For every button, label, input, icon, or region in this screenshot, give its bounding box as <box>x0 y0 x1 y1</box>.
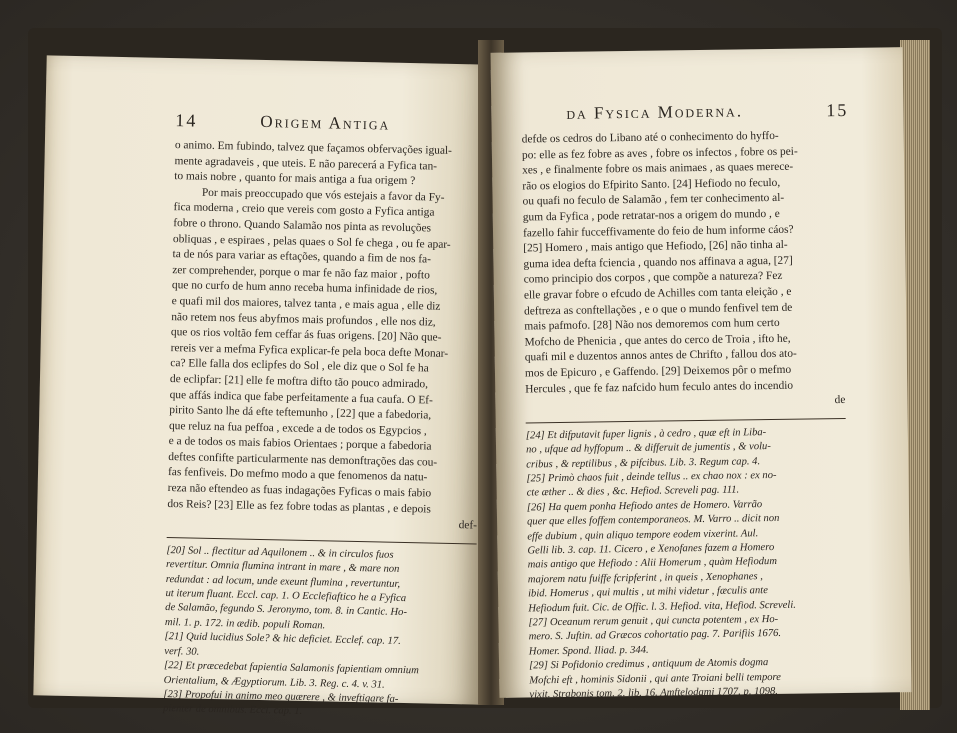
footnote-rule <box>526 418 846 423</box>
text-line: fica moderna , creio que vereis com gosto a Fyfica antiga <box>173 201 435 219</box>
text-line: Hercules , que fe faz nafcido hum feculo antes do incendio <box>525 379 794 395</box>
text-line: que reluz na fua peffoa , excede a de todos os Egypcios , <box>168 419 427 438</box>
text-line: e a de todos os mais fabios Orientaes ; porque a fabedoria <box>168 435 432 453</box>
left-page-body <box>163 138 485 723</box>
main-text <box>522 128 846 398</box>
footnote-line: [20] Sol .. flectitur ad Aquilonem .. & in circulos fuos <box>166 544 394 561</box>
text-line: fobre o throno. Quando Salamão nos pinta as revoluções <box>173 217 432 235</box>
footnote-line: [22] Et præcedebat fapientia Salamonis fapientiam omnium <box>163 660 419 677</box>
text-line: de eclipfar: [21] elle fe moftra difto tão pouco admirado, <box>169 372 429 391</box>
text-line: obliquas , e espiraes , pelas quaes o Sol fe chega , ou fe apar- <box>172 232 451 251</box>
footnote-line: Homer. Spond. Iliad. p. 344. <box>528 644 649 658</box>
text-line: gum da Fyfica , pode retratar-nos a origem do mundo , e <box>522 207 780 224</box>
text-line: reza não eftendeo as fuas indagações Fyficas o mais fabio <box>167 482 432 500</box>
right-page <box>491 47 912 701</box>
running-head: da Fysica Moderna. <box>566 101 744 123</box>
page-number: 14 <box>175 110 198 131</box>
footnote-line: vixit. Strabonis tom. 2. lib. 16. Amftelodami 1707. p. 1098. <box>529 685 779 701</box>
text-line: rão os elogios do Efpirito Santo. [24] Hefiodo no feculo, <box>522 176 781 193</box>
footnote-line: ut iterum fluant. Eccl. cap. 1. O Ecclefiaftico he a Fyfica <box>165 588 407 605</box>
text-line: deftes confifte particularmente nas demonftrações das cou- <box>168 450 438 469</box>
page-number: 15 <box>826 99 849 121</box>
text-line: xes , e finalmente fobre os mais animaes , as quaes merece- <box>522 160 794 177</box>
text-line: mos de Epicuro , e Gaffendo. [29] Deixemos pôr o mefmo <box>524 363 792 380</box>
footnote-line: Gelli lib. 3. cap. 11. Cicero , e Xenofanes fazem a Homero <box>527 541 775 557</box>
footnote-line: effe dubium , quin aliquo tempore eodem vixerint. Aul. <box>527 527 759 542</box>
footnotes <box>163 544 477 723</box>
text-line: zer comprehender, porque o mar fe não faz maior , pofto <box>172 263 430 282</box>
text-line: quafi mil e duzentos annos antes de Chrifto , fallou dos ato- <box>524 347 797 364</box>
left-page-header <box>45 107 490 138</box>
text-line: dos Reis? [23] Elle as fez fobre todas as plantas , e depois <box>167 497 431 516</box>
footnote-line: mil. 1. p. 172. in ædib. populi Roman. <box>164 616 326 632</box>
text-line: ta de nós para variar as eftações, quando a fim de nos fa- <box>172 248 432 266</box>
text-line: como principio dos corpos , que compõe a natureza? Fez <box>523 270 783 286</box>
footnote-line: de Salamão, fegundo S. Jeronymo, tom. 8. in Cantic. Ho- <box>165 602 408 619</box>
text-line: que no curfo de hum anno receba huma infinidade de rios, <box>171 279 438 297</box>
running-head: Origem Antiga <box>260 111 391 134</box>
text-line: ca? Elle falla dos eclipfes do Sol , ele diz que o Sol fe ha <box>170 357 429 375</box>
footnote-line: [23] Propofui in animo meo quærere , & inveftigare fa- <box>163 688 399 705</box>
text-line: to mais nobre , quanto for mais antiga a fua origem ? <box>174 170 416 188</box>
text-line: deftreza as conftellações , e o que o mundo fenfivel tem de <box>524 301 793 317</box>
text-line: pirito Santo lhe dá efte teftemunho , [22] que a fabedoria, <box>169 404 432 422</box>
text-line: fas fenfiveis. Do mefmo modo a que fenomenos da natu- <box>167 466 428 484</box>
footnote-line: revertitur. Omnia flumina intrant in mare , & mare non <box>165 559 400 576</box>
catchword: def- <box>458 519 478 532</box>
footnote-line: redundat : ad locum, unde exeunt flumina , revertuntur, <box>165 573 401 590</box>
footnote-line: verf. 30. <box>164 645 200 658</box>
text-line: defde os cedros do Libano até o conhecimento do hyffo- <box>521 129 779 146</box>
footnote-line: cribus , & reptilibus , & pifcibus. Lib. 3. Regum cap. 4. <box>526 455 761 470</box>
text-line: mais pafmofo. [28] Não nos demoremos com hum certo <box>524 317 780 333</box>
footnote-line: mais antigo que Hefiodo : Alii Homerum , quàm Hefiodum <box>527 556 778 571</box>
text-line: Por mais preoccupado que vós estejais a favor da Fy- <box>201 186 445 204</box>
text-line: [25] Homero , mais antigo que Hefiodo, [26] não tinha al- <box>523 238 788 255</box>
footnote-line: ibid. Homerus , qui multis , ut mihi videtur , fæculis ante <box>528 585 768 600</box>
footnote-line: pienter de omnibus. Eccl. cap. 1. <box>162 703 303 718</box>
text-line: fazello fahir fucceffivamente do feio de hum informe cáos? <box>522 223 794 240</box>
text-line: e quafi mil dos maiores, talvez tanta , e mais agua , elle diz <box>171 295 441 313</box>
footnote-line: majorem natu fuiffe fcripferint , in queis , Xenophanes , <box>527 570 763 586</box>
footnote-line: mero. S. Juftin. ad Græcos cohortatio pag. 7. Parifiis 1676. <box>528 628 782 643</box>
catchword: de <box>834 394 846 407</box>
text-line: elle gravar fobre o efcudo de Achilles com tanta eleição , e <box>523 285 792 302</box>
text-line: que os rios voltão fem ceffar ás fuas origens. [20] Não que- <box>170 326 442 344</box>
text-line: que affás indica que fabe perfeitamente a fua caufa. O Ef- <box>169 388 433 407</box>
footnote-line: cte æther .. & dies , &c. Hefiod. Screveli pag. 111. <box>526 484 740 499</box>
text-line: po: elle as fez fobre as aves , fobre os infectos , fobre os pei- <box>521 145 798 162</box>
footnote-line: [26] Ha quem ponha Hefiodo antes de Homero. Varrão <box>526 498 763 514</box>
right-page-header <box>491 99 903 127</box>
right-page-body <box>522 128 850 703</box>
footnote-line: Mofchi eft , hominis Sidonii , qui ante Troiani belli tempore <box>529 671 782 687</box>
footnote-line: [27] Oceanum rerum genuit , qui cuncta potentem , ex Ho- <box>528 613 779 629</box>
footnote-line: quer que elles foffem contemporaneos. M. Varro .. dicit non <box>526 513 780 528</box>
footnote-line: [24] Et difputavit fuper lignis , à cedro , quæ eft in Liba- <box>525 426 767 442</box>
footnote-line: [29] Si Pofidonio credimus , antiquum de Atomis dogma <box>529 657 769 672</box>
footnote-line: Orientalium, & Ægyptiorum. Lib. 3. Reg. c. 4. v. 31. <box>163 674 385 691</box>
footnotes <box>526 425 850 703</box>
footnote-line: no , ufque ad hyffopum .. & differuit de jumentis , & volu- <box>525 441 771 456</box>
footnote-line: [25] Primò chaos fuit , deinde tellus .. ex chao nox : ex no- <box>526 469 777 485</box>
text-line: ou quafi no feculo de Salamão , fem ter conhecimento al- <box>522 192 785 208</box>
footnote-line: [21] Quid lucidius Sole? & hic deficiet. Ecclef. cap. 17. <box>164 631 401 648</box>
footnote-rule <box>167 537 477 544</box>
text-line: Mofcho de Phenicia , que antes do cerco de Troia , ifto he, <box>524 332 791 349</box>
text-line: mente agradaveis , que uteis. E não parecerá a Fyfica tan- <box>174 154 438 173</box>
text-line: rereis ver a mefma Fyfica explicar-fe pela boca defte Monar- <box>170 341 449 360</box>
text-line: o animo. Em fubindo, talvez que façamos obfervações igual- <box>174 139 453 157</box>
footnote-line: Hefiodum fuit. Cic. de Offic. l. 3. Hefiod. vita, Hefiod. Screveli. <box>528 599 796 614</box>
left-page <box>33 55 491 718</box>
text-line: não retem nos feus abyfmos mais profundos , elle nos diz, <box>171 310 436 329</box>
text-line: guma idea defta fciencia , quando nos affinava a agua, [27] <box>523 254 793 271</box>
main-text <box>167 138 485 519</box>
